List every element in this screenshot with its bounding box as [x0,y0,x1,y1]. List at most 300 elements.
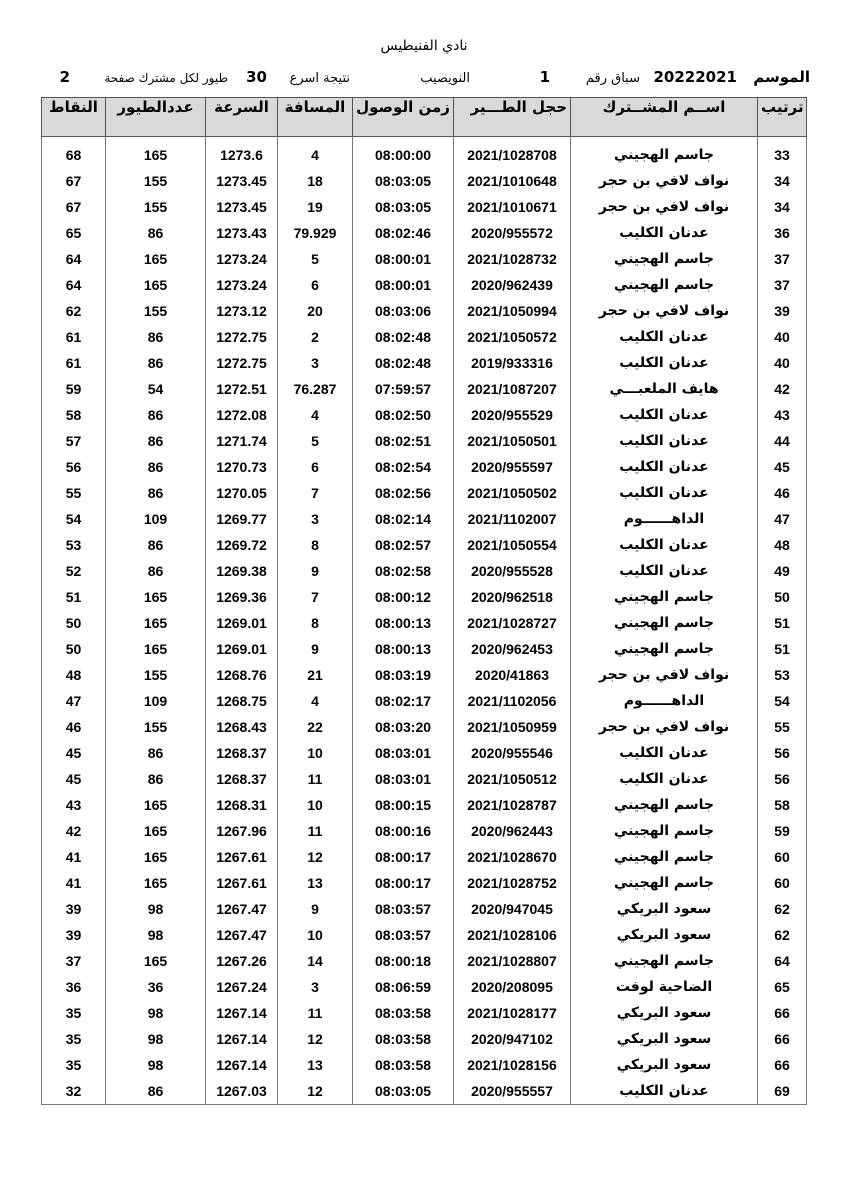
name-cell: عدنان الكليب [571,402,758,428]
distance-cell: 4 [278,402,353,428]
table-row [42,376,807,402]
time-cell: 08:02:56 [353,480,454,506]
name-cell: جاسم الهجيني [571,142,758,168]
distance-cell: 18 [278,168,353,194]
name-cell: جاسم الهجيني [571,246,758,272]
table-row [42,688,807,714]
distance-cell: 79.929 [278,220,353,246]
rank-cell: 43 [758,402,807,428]
rank-cell: 34 [758,194,807,220]
time-cell: 08:02:17 [353,688,454,714]
birds-cell: 165 [106,818,206,844]
ring-cell: 2021/1010671 [454,194,571,220]
points-cell: 62 [42,298,106,324]
points-cell: 45 [42,766,106,792]
birds-cell: 86 [106,454,206,480]
rank-cell: 42 [758,376,807,402]
points-cell: 37 [42,948,106,974]
ring-cell: 2021/1050501 [454,428,571,454]
time-cell: 08:00:00 [353,142,454,168]
distance-cell: 6 [278,272,353,298]
table-row [42,584,807,610]
time-cell: 08:03:57 [353,922,454,948]
speed-cell: 1273.24 [206,246,278,272]
col-ring: حجل الطـــير [454,98,571,137]
birds-cell: 155 [106,662,206,688]
birds-cell: 86 [106,558,206,584]
table-row [42,324,807,350]
speed-cell: 1268.37 [206,740,278,766]
name-cell: جاسم الهجيني [571,792,758,818]
speed-cell: 1267.03 [206,1078,278,1105]
time-cell: 08:03:19 [353,662,454,688]
table-row [42,428,807,454]
birds-cell: 165 [106,584,206,610]
ring-cell: 2021/1102007 [454,506,571,532]
points-cell: 53 [42,532,106,558]
col-birds: عددالطيور [106,98,206,137]
ring-cell: 2021/1050554 [454,532,571,558]
name-cell: جاسم الهجيني [571,844,758,870]
table-row [42,948,807,974]
ring-cell: 2021/1087207 [454,376,571,402]
name-cell: نواف لافي بن حجر [571,194,758,220]
points-cell: 56 [42,454,106,480]
points-cell: 58 [42,402,106,428]
ring-cell: 2021/1050572 [454,324,571,350]
ring-cell: 2020/955557 [454,1078,571,1105]
ring-cell: 2021/1028106 [454,922,571,948]
name-cell: سعود البريكي [571,1052,758,1078]
speed-cell: 1272.51 [206,376,278,402]
name-cell: نواف لافي بن حجر [571,714,758,740]
name-cell: عدنان الكليب [571,324,758,350]
speed-cell: 1269.01 [206,636,278,662]
speed-cell: 1267.47 [206,922,278,948]
speed-cell: 1267.96 [206,818,278,844]
birds-cell: 86 [106,766,206,792]
ring-cell: 2021/1050512 [454,766,571,792]
points-cell: 50 [42,610,106,636]
time-cell: 08:00:13 [353,610,454,636]
time-cell: 08:03:57 [353,896,454,922]
speed-cell: 1269.01 [206,610,278,636]
speed-cell: 1269.72 [206,532,278,558]
birds-cell: 86 [106,480,206,506]
table-row [42,818,807,844]
name-cell: سعود البريكي [571,922,758,948]
table-row [42,194,807,220]
ring-cell: 2020/947045 [454,896,571,922]
distance-cell: 5 [278,428,353,454]
speed-cell: 1273.43 [206,220,278,246]
points-cell: 42 [42,818,106,844]
points-cell: 65 [42,220,106,246]
results-table [41,97,807,1105]
name-cell: عدنان الكليب [571,740,758,766]
speed-cell: 1273.6 [206,142,278,168]
rank-cell: 65 [758,974,807,1000]
table-row [42,168,807,194]
distance-cell: 11 [278,1000,353,1026]
time-cell: 08:02:57 [353,532,454,558]
name-cell: جاسم الهجيني [571,948,758,974]
birds-cell: 86 [106,220,206,246]
points-cell: 35 [42,1000,106,1026]
table-row [42,142,807,168]
distance-cell: 20 [278,298,353,324]
birds-cell: 165 [106,246,206,272]
rank-cell: 60 [758,870,807,896]
time-cell: 08:02:14 [353,506,454,532]
points-cell: 35 [42,1052,106,1078]
page-number: 2 [59,68,70,86]
distance-cell: 3 [278,974,353,1000]
table-row [42,922,807,948]
table-row [42,350,807,376]
birds-cell: 165 [106,142,206,168]
ring-cell: 2021/1050502 [454,480,571,506]
rank-cell: 34 [758,168,807,194]
time-cell: 08:03:06 [353,298,454,324]
col-name: اســم المشــترك [571,98,758,137]
distance-cell: 12 [278,844,353,870]
table-row [42,454,807,480]
speed-cell: 1268.76 [206,662,278,688]
table-row [42,870,807,896]
distance-cell: 21 [278,662,353,688]
distance-cell: 13 [278,870,353,896]
rank-cell: 62 [758,896,807,922]
distance-cell: 3 [278,350,353,376]
table-row [42,1052,807,1078]
birds-cell: 86 [106,428,206,454]
ring-cell: 2021/1028177 [454,1000,571,1026]
name-cell: نواف لافي بن حجر [571,298,758,324]
speed-cell: 1268.37 [206,766,278,792]
rank-cell: 40 [758,350,807,376]
points-cell: 41 [42,844,106,870]
birds-cell: 155 [106,168,206,194]
rank-cell: 33 [758,142,807,168]
rank-cell: 60 [758,844,807,870]
points-cell: 51 [42,584,106,610]
speed-cell: 1267.14 [206,1026,278,1052]
birds-cell: 98 [106,896,206,922]
ring-cell: 2021/1028732 [454,246,571,272]
time-cell: 08:00:13 [353,636,454,662]
table-row [42,844,807,870]
race-number: 1 [539,68,550,86]
time-cell: 08:00:01 [353,246,454,272]
name-cell: الداهــــــوم [571,506,758,532]
table-row [42,298,807,324]
table-row [42,532,807,558]
ring-cell: 2020/955529 [454,402,571,428]
name-cell: الضاحية لوفت [571,974,758,1000]
name-cell: جاسم الهجيني [571,610,758,636]
ring-cell: 2020/41863 [454,662,571,688]
birds-cell: 165 [106,272,206,298]
birds-cell: 86 [106,324,206,350]
col-speed: السرعة [206,98,278,137]
birds-cell: 155 [106,714,206,740]
speed-cell: 1268.31 [206,792,278,818]
rank-cell: 49 [758,558,807,584]
table-row [42,714,807,740]
birds-cell: 98 [106,922,206,948]
birds-cell: 165 [106,948,206,974]
name-cell: عدنان الكليب [571,532,758,558]
col-distance: المسافة [278,98,353,137]
speed-cell: 1267.24 [206,974,278,1000]
rank-cell: 48 [758,532,807,558]
table-row [42,610,807,636]
time-cell: 08:03:58 [353,1000,454,1026]
table-row [42,506,807,532]
points-cell: 54 [42,506,106,532]
time-cell: 08:02:54 [353,454,454,480]
speed-cell: 1269.36 [206,584,278,610]
ring-cell: 2021/1010648 [454,168,571,194]
birds-cell: 98 [106,1052,206,1078]
table-row [42,558,807,584]
per-page-label: طيور لكل مشترك صفحة [104,71,228,85]
ring-cell: 2021/1102056 [454,688,571,714]
name-cell: سعود البريكي [571,896,758,922]
points-cell: 67 [42,168,106,194]
birds-cell: 86 [106,740,206,766]
name-cell: سعود البريكي [571,1000,758,1026]
ring-cell: 2020/955546 [454,740,571,766]
points-cell: 64 [42,272,106,298]
rank-cell: 53 [758,662,807,688]
ring-cell: 2021/1050994 [454,298,571,324]
time-cell: 08:00:17 [353,870,454,896]
ring-cell: 2020/947102 [454,1026,571,1052]
rank-cell: 37 [758,246,807,272]
points-cell: 41 [42,870,106,896]
name-cell: جاسم الهجيني [571,870,758,896]
name-cell: نواف لافي بن حجر [571,662,758,688]
speed-cell: 1268.75 [206,688,278,714]
birds-cell: 36 [106,974,206,1000]
time-cell: 08:02:48 [353,324,454,350]
ring-cell: 2020/955528 [454,558,571,584]
rank-cell: 58 [758,792,807,818]
points-cell: 61 [42,324,106,350]
time-cell: 08:02:51 [353,428,454,454]
time-cell: 08:02:48 [353,350,454,376]
birds-cell: 86 [106,350,206,376]
speed-cell: 1272.08 [206,402,278,428]
distance-cell: 11 [278,766,353,792]
speed-cell: 1269.38 [206,558,278,584]
time-cell: 08:03:05 [353,194,454,220]
speed-cell: 1267.14 [206,1052,278,1078]
rank-cell: 36 [758,220,807,246]
table-header-row [42,98,807,137]
speed-cell: 1272.75 [206,324,278,350]
points-cell: 59 [42,376,106,402]
ring-cell: 2021/1028156 [454,1052,571,1078]
time-cell: 08:02:58 [353,558,454,584]
ring-cell: 2020/962443 [454,818,571,844]
points-cell: 39 [42,922,106,948]
result-label: نتيجة اسرع [289,71,350,86]
birds-cell: 165 [106,610,206,636]
table-row [42,480,807,506]
birds-cell: 86 [106,532,206,558]
rank-cell: 45 [758,454,807,480]
points-cell: 46 [42,714,106,740]
speed-cell: 1273.12 [206,298,278,324]
ring-cell: 2020/955572 [454,220,571,246]
speed-cell: 1271.74 [206,428,278,454]
rank-cell: 44 [758,428,807,454]
rank-cell: 69 [758,1078,807,1105]
distance-cell: 6 [278,454,353,480]
distance-cell: 9 [278,636,353,662]
ring-cell: 2021/1028807 [454,948,571,974]
rank-cell: 39 [758,298,807,324]
points-cell: 32 [42,1078,106,1105]
col-points: النقاط [42,98,106,137]
speed-cell: 1273.45 [206,168,278,194]
speed-cell: 1267.47 [206,896,278,922]
rank-cell: 66 [758,1052,807,1078]
table-row [42,1078,807,1105]
race-number-label: سباق رقم [585,71,640,86]
distance-cell: 22 [278,714,353,740]
points-cell: 57 [42,428,106,454]
ring-cell: 2020/955597 [454,454,571,480]
rank-cell: 37 [758,272,807,298]
speed-cell: 1273.45 [206,194,278,220]
name-cell: عدنان الكليب [571,766,758,792]
table-row [42,792,807,818]
table-row [42,662,807,688]
distance-cell: 12 [278,1078,353,1105]
distance-cell: 10 [278,792,353,818]
ring-cell: 2021/1050959 [454,714,571,740]
birds-cell: 98 [106,1000,206,1026]
ring-cell: 2021/1028727 [454,610,571,636]
time-cell: 08:02:46 [353,220,454,246]
birds-cell: 109 [106,688,206,714]
time-cell: 08:03:05 [353,1078,454,1105]
speed-cell: 1272.75 [206,350,278,376]
speed-cell: 1270.73 [206,454,278,480]
distance-cell: 13 [278,1052,353,1078]
name-cell: عدنان الكليب [571,1078,758,1105]
rank-cell: 55 [758,714,807,740]
distance-cell: 4 [278,688,353,714]
points-cell: 45 [42,740,106,766]
table-row [42,246,807,272]
rank-cell: 54 [758,688,807,714]
time-cell: 08:00:01 [353,272,454,298]
speed-cell: 1267.14 [206,1000,278,1026]
time-cell: 08:02:50 [353,402,454,428]
points-cell: 64 [42,246,106,272]
ring-cell: 2020/962453 [454,636,571,662]
distance-cell: 9 [278,896,353,922]
ring-cell: 2021/1028787 [454,792,571,818]
points-cell: 50 [42,636,106,662]
speed-cell: 1268.43 [206,714,278,740]
name-cell: الداهــــــوم [571,688,758,714]
table-row [42,1000,807,1026]
birds-cell: 86 [106,1078,206,1105]
table-row [42,766,807,792]
points-cell: 55 [42,480,106,506]
distance-cell: 8 [278,610,353,636]
distance-cell: 7 [278,584,353,610]
birds-cell: 109 [106,506,206,532]
name-cell: جاسم الهجيني [571,818,758,844]
distance-cell: 76.287 [278,376,353,402]
season-label: الموسم [753,68,810,86]
points-cell: 52 [42,558,106,584]
time-cell: 08:00:15 [353,792,454,818]
race-info-line [40,68,810,94]
birds-cell: 155 [106,298,206,324]
points-cell: 68 [42,142,106,168]
rank-cell: 62 [758,922,807,948]
race-name: النويصيب [420,71,470,86]
points-cell: 48 [42,662,106,688]
distance-cell: 4 [278,142,353,168]
name-cell: عدنان الكليب [571,428,758,454]
ring-cell: 2020/208095 [454,974,571,1000]
birds-cell: 165 [106,844,206,870]
points-cell: 39 [42,896,106,922]
birds-cell: 86 [106,402,206,428]
time-cell: 08:00:12 [353,584,454,610]
rank-cell: 64 [758,948,807,974]
points-cell: 43 [42,792,106,818]
distance-cell: 11 [278,818,353,844]
table-row [42,974,807,1000]
col-time: زمن الوصول [353,98,454,137]
points-cell: 47 [42,688,106,714]
points-cell: 67 [42,194,106,220]
birds-cell: 98 [106,1026,206,1052]
rank-cell: 51 [758,610,807,636]
rank-cell: 51 [758,636,807,662]
speed-cell: 1267.61 [206,844,278,870]
distance-cell: 10 [278,740,353,766]
distance-cell: 5 [278,246,353,272]
rank-cell: 59 [758,818,807,844]
time-cell: 08:03:01 [353,740,454,766]
points-cell: 36 [42,974,106,1000]
time-cell: 08:03:58 [353,1026,454,1052]
speed-cell: 1273.24 [206,272,278,298]
table-row [42,740,807,766]
table-body [42,137,807,1105]
birds-cell: 155 [106,194,206,220]
name-cell: جاسم الهجيني [571,584,758,610]
rank-cell: 56 [758,766,807,792]
distance-cell: 8 [278,532,353,558]
ring-cell: 2021/1028752 [454,870,571,896]
distance-cell: 19 [278,194,353,220]
table-row [42,636,807,662]
distance-cell: 7 [278,480,353,506]
name-cell: عدنان الكليب [571,454,758,480]
